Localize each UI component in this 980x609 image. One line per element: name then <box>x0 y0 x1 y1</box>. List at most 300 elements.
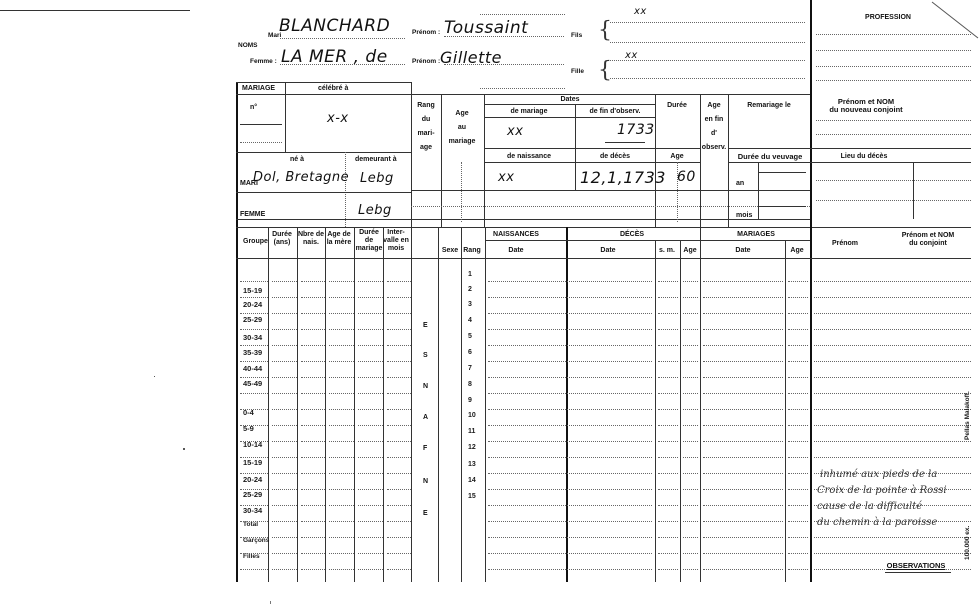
demeurant-label: demeurant à <box>355 156 397 163</box>
row-rule <box>683 521 698 522</box>
row-rule <box>788 393 808 394</box>
row-rule <box>301 361 325 362</box>
row-rule <box>358 377 383 378</box>
femme-label: Femme : <box>250 58 277 65</box>
row-rule <box>329 521 354 522</box>
row-rule <box>272 329 297 330</box>
row-rule <box>329 345 354 346</box>
mari-label: Mari <box>268 32 282 39</box>
row-rule <box>488 313 652 314</box>
enfants-letter-5: F <box>423 445 428 452</box>
row-rule <box>272 313 297 314</box>
rang-1: 1 <box>468 271 472 278</box>
naissances-header: NAISSANCES <box>493 231 539 238</box>
row-rule <box>301 409 325 410</box>
row-rule <box>272 425 297 426</box>
deces-header: DÉCÈS <box>619 231 645 238</box>
row-rule <box>658 473 678 474</box>
row-rule <box>358 393 383 394</box>
row-rule <box>788 505 808 506</box>
femme-prenom-label: Prénom : <box>412 58 441 65</box>
corner-fold-line <box>930 0 980 40</box>
row-rule <box>358 425 383 426</box>
row-rule <box>814 409 971 410</box>
row-rule <box>240 329 268 330</box>
row-rule <box>683 441 698 442</box>
row-rule <box>658 569 678 570</box>
row-rule <box>788 441 808 442</box>
row-rule <box>387 345 411 346</box>
rang-header: Rang <box>463 247 481 254</box>
row-rule <box>788 489 808 490</box>
row-rule <box>301 329 325 330</box>
row-rule <box>272 569 297 570</box>
row-rule <box>301 377 325 378</box>
row-rule <box>301 297 325 298</box>
row-rule <box>301 393 325 394</box>
observation-note-line1: inhumé aux pieds de la <box>820 469 938 480</box>
row-rule <box>683 297 698 298</box>
row-rule <box>683 281 698 282</box>
row-rule <box>240 553 268 554</box>
row-rule <box>272 537 297 538</box>
femme-residence: Lebg <box>358 203 392 218</box>
row-rule <box>358 409 383 410</box>
row-rule <box>788 569 808 570</box>
femme-firstname: Gillette <box>440 48 502 67</box>
age-deces-value: 60 <box>677 169 696 185</box>
row-rule <box>240 377 268 378</box>
row-rule <box>272 489 297 490</box>
row-rule <box>387 569 411 570</box>
row-rule <box>358 457 383 458</box>
row-rule <box>658 521 678 522</box>
row-rule <box>488 489 652 490</box>
age-fin-l1: Age <box>707 102 721 109</box>
row-rule <box>703 489 783 490</box>
row-rule <box>387 281 411 282</box>
age-mere-l2: la mère <box>326 239 352 246</box>
row-rule <box>329 361 354 362</box>
garcons-label: Garçons <box>243 537 270 544</box>
ne-a-label: né à <box>290 156 305 163</box>
row-rule <box>329 281 354 282</box>
duree-veuvage-label: Durée du veuvage <box>737 152 803 161</box>
rang-mariage-l2: du <box>421 116 431 123</box>
observation-note-line3: cause de la difficulté <box>817 501 923 512</box>
rang-7: 7 <box>468 365 472 372</box>
row-rule <box>703 537 783 538</box>
row-rule <box>272 457 297 458</box>
row-rule <box>301 553 325 554</box>
row-rule <box>358 345 383 346</box>
row-rule <box>301 457 325 458</box>
row-rule <box>703 505 783 506</box>
row-rule <box>301 313 325 314</box>
frame-right-column <box>810 0 812 582</box>
publisher-imprint: Pellas Malakoff. <box>964 391 971 440</box>
row-rule <box>703 393 783 394</box>
mois-label: mois <box>736 212 753 219</box>
row-rule <box>387 409 411 410</box>
row-rule <box>358 505 383 506</box>
conjoint-header-l1: Prénom et NOM <box>901 232 955 239</box>
rang-8: 8 <box>468 381 472 388</box>
row-rule <box>329 297 354 298</box>
row-rule <box>301 425 325 426</box>
numero-label: n° <box>250 104 258 111</box>
row-rule <box>658 313 678 314</box>
row-rule <box>683 569 698 570</box>
row-rule <box>683 489 698 490</box>
groupe-b-2: 5-9 <box>243 424 254 433</box>
row-rule <box>703 345 783 346</box>
dates-heading: Dates <box>560 96 580 103</box>
mari-surname: BLANCHARD <box>279 16 391 36</box>
row-rule <box>814 297 971 298</box>
row-rule <box>703 377 783 378</box>
row-rule <box>683 553 698 554</box>
rang-14: 14 <box>468 477 476 484</box>
groupe-b-6: 25-29 <box>243 490 263 499</box>
age-mariage-l3: mariage <box>448 138 476 145</box>
observation-note-line4: du chemin à la paroisse <box>817 517 938 528</box>
rang-12: 12 <box>468 444 476 451</box>
enfants-letter-4: A <box>423 414 429 421</box>
age-mere-l1: Age de <box>327 231 351 238</box>
row-rule <box>272 361 297 362</box>
sm-header: s. m. <box>659 247 675 254</box>
row-rule <box>488 409 652 410</box>
row-rule <box>703 409 783 410</box>
row-rule <box>683 345 698 346</box>
de-naissance-label: de naissance <box>507 153 551 160</box>
observation-note-line2: Croix de la pointe à Rossi <box>817 485 947 496</box>
de-mariage-label: de mariage <box>510 108 548 115</box>
row-rule <box>703 473 783 474</box>
rang-4: 4 <box>468 317 472 324</box>
row-rule <box>329 489 354 490</box>
profession-heading: PROFESSION <box>865 14 911 21</box>
groupe-a-4: 30-34 <box>243 333 263 342</box>
row-rule <box>683 537 698 538</box>
rang-mariage-l3: mari- <box>417 130 435 137</box>
row-rule <box>488 473 652 474</box>
naissances-date-header: Date <box>508 247 524 254</box>
row-rule <box>358 281 383 282</box>
row-rule <box>358 537 383 538</box>
row-rule <box>703 425 783 426</box>
row-rule <box>358 553 383 554</box>
row-rule <box>387 505 411 506</box>
row-rule <box>658 553 678 554</box>
row-rule <box>240 313 268 314</box>
mari-prenom-label: Prénom : <box>412 29 441 36</box>
row-rule <box>387 393 411 394</box>
row-rule <box>658 329 678 330</box>
rang-11: 11 <box>468 428 476 435</box>
an-label: an <box>736 180 745 187</box>
row-rule <box>658 345 678 346</box>
row-rule <box>329 409 354 410</box>
row-rule <box>387 361 411 362</box>
conjoint-header-l2: du conjoint <box>909 240 947 247</box>
row-rule <box>703 521 783 522</box>
row-rule <box>358 489 383 490</box>
row-rule <box>658 505 678 506</box>
date-naissance-value: xx <box>498 170 515 185</box>
row-rule <box>814 345 971 346</box>
row-rule <box>488 281 652 282</box>
row-rule <box>329 537 354 538</box>
row-rule <box>788 377 808 378</box>
date-mariage-value: xx <box>507 124 524 139</box>
de-fin-label: de fin d'observ. <box>589 108 641 115</box>
row-rule <box>272 473 297 474</box>
mari-firstname: Toussaint <box>444 18 529 38</box>
fille-mark: xx <box>625 50 638 61</box>
row-rule <box>788 329 808 330</box>
mariage-heading: MARIAGE <box>242 85 276 92</box>
duree-mariage-l1: Durée <box>359 229 379 236</box>
row-rule <box>788 313 808 314</box>
row-rule <box>240 361 268 362</box>
row-rule <box>488 297 652 298</box>
row-rule <box>703 297 783 298</box>
row-rule <box>488 361 652 362</box>
row-rule <box>683 473 698 474</box>
row-rule <box>272 553 297 554</box>
rang-mariage-l1: Rang <box>417 102 435 109</box>
scan-speck <box>183 448 185 450</box>
date-deces-value: 12,1,1733 <box>580 168 666 187</box>
row-rule <box>488 505 652 506</box>
row-rule <box>788 297 808 298</box>
row-rule <box>387 313 411 314</box>
row-rule <box>301 345 325 346</box>
row-rule <box>814 537 971 538</box>
row-rule <box>329 329 354 330</box>
row-rule <box>658 489 678 490</box>
scan-speck <box>154 376 155 377</box>
row-rule <box>358 313 383 314</box>
row-rule <box>788 361 808 362</box>
enfants-letter-6: N <box>423 478 429 485</box>
row-rule <box>703 361 783 362</box>
fin-observation-value: 1733 <box>617 122 655 138</box>
groupe-b-5: 20-24 <box>243 475 263 484</box>
row-rule <box>488 521 652 522</box>
row-rule <box>240 569 268 570</box>
nbre-nais-l1: Nbre de <box>297 231 325 238</box>
row-rule <box>240 425 268 426</box>
row-rule <box>387 457 411 458</box>
duree-ans-l1: Durée <box>272 231 292 238</box>
row-rule <box>240 345 268 346</box>
row-rule <box>272 505 297 506</box>
row-rule <box>488 425 652 426</box>
rang-13: 13 <box>468 461 476 468</box>
row-rule <box>387 441 411 442</box>
print-count: 100.000 ex. <box>964 525 971 560</box>
scan-speck <box>270 601 271 604</box>
age-label: Age <box>670 153 684 160</box>
row-rule <box>703 329 783 330</box>
row-rule <box>788 537 808 538</box>
row-rule <box>301 489 325 490</box>
rang-mariage-l4: age <box>419 144 433 151</box>
age-mariage-l1: Age <box>455 110 469 117</box>
row-rule <box>788 409 808 410</box>
enfants-letter-2: S <box>423 352 428 359</box>
row-rule <box>814 313 971 314</box>
row-rule <box>788 425 808 426</box>
row-rule <box>814 441 971 442</box>
row-rule <box>358 297 383 298</box>
row-rule <box>683 313 698 314</box>
row-rule <box>814 393 971 394</box>
row-rule <box>814 457 971 458</box>
row-rule <box>658 457 678 458</box>
row-rule <box>658 377 678 378</box>
rang-15: 15 <box>468 493 476 500</box>
deces-age-header: Age <box>683 247 697 254</box>
duree-mariage-l2: de <box>364 237 374 244</box>
row-rule <box>272 345 297 346</box>
frame-left-upper <box>236 82 238 227</box>
row-rule <box>387 489 411 490</box>
row-rule <box>301 281 325 282</box>
row-rule <box>488 441 652 442</box>
row-rule <box>301 521 325 522</box>
mariages-age-header: Age <box>790 247 804 254</box>
row-rule <box>658 393 678 394</box>
mariage-place-mark: x-x <box>327 111 349 126</box>
row-rule <box>301 537 325 538</box>
row-rule <box>788 553 808 554</box>
intervalle-l2: valle en <box>383 237 409 244</box>
row-rule <box>788 521 808 522</box>
row-rule <box>814 329 971 330</box>
age-fin-l4: observ. <box>701 144 727 151</box>
row-rule <box>329 505 354 506</box>
row-rule <box>240 409 268 410</box>
row-rule <box>272 441 297 442</box>
row-rule <box>488 569 652 570</box>
sexe-header: Sexe <box>441 247 459 254</box>
femme-row-label: FEMME <box>240 211 266 218</box>
duree-mariage-l3: mariage <box>355 245 383 252</box>
row-rule <box>387 329 411 330</box>
row-rule <box>240 473 268 474</box>
row-rule <box>658 409 678 410</box>
rang-9: 9 <box>468 397 472 404</box>
observations-heading: OBSERVATIONS <box>886 561 946 570</box>
row-rule <box>658 361 678 362</box>
rang-3: 3 <box>468 301 472 308</box>
row-rule <box>358 473 383 474</box>
row-rule <box>240 393 268 394</box>
intervalle-l3: mois <box>387 245 405 252</box>
lower-top-rule <box>236 227 971 228</box>
fils-label: Fils <box>571 32 583 39</box>
rang-10: 10 <box>468 412 476 419</box>
row-rule <box>387 473 411 474</box>
row-rule <box>329 313 354 314</box>
total-label: Total <box>243 521 259 528</box>
row-rule <box>658 297 678 298</box>
row-rule <box>658 537 678 538</box>
row-rule <box>240 521 268 522</box>
row-rule <box>488 537 652 538</box>
groupe-a-7: 45-49 <box>243 379 263 388</box>
row-rule <box>272 377 297 378</box>
row-rule <box>703 313 783 314</box>
groupe-b-1: 0-4 <box>243 408 254 417</box>
row-rule <box>814 361 971 362</box>
filles-label: Filles <box>243 553 260 560</box>
row-rule <box>488 345 652 346</box>
row-rule <box>683 393 698 394</box>
row-rule <box>488 553 652 554</box>
row-rule <box>329 441 354 442</box>
row-rule <box>683 329 698 330</box>
fils-brace: { <box>598 18 612 43</box>
remariage-label: Remariage le <box>747 102 791 109</box>
row-rule <box>301 569 325 570</box>
mariages-date-header: Date <box>735 247 751 254</box>
row-rule <box>240 281 268 282</box>
duree-label: Durée <box>667 102 687 109</box>
row-rule <box>387 297 411 298</box>
noms-label: NOMS <box>238 42 258 49</box>
row-rule <box>329 569 354 570</box>
fille-brace: { <box>598 58 612 83</box>
row-rule <box>703 281 783 282</box>
row-rule <box>658 441 678 442</box>
row-rule <box>240 505 268 506</box>
groupe-a-5: 35-39 <box>243 348 263 357</box>
fille-label: Fille <box>571 68 585 75</box>
left-edge-rule <box>0 10 190 11</box>
row-rule <box>240 457 268 458</box>
groupe-b-3: 10-14 <box>243 440 263 449</box>
age-fin-l2: en fin <box>704 116 724 123</box>
row-rule <box>703 569 783 570</box>
row-rule <box>329 473 354 474</box>
groupe-b-7: 30-34 <box>243 506 263 515</box>
row-rule <box>387 537 411 538</box>
de-deces-label: de décès <box>600 153 630 160</box>
row-rule <box>703 441 783 442</box>
groupe-a-1: 15-19 <box>243 286 263 295</box>
row-rule <box>488 329 652 330</box>
row-rule <box>358 361 383 362</box>
frame-left-lower <box>236 227 238 582</box>
row-rule <box>683 505 698 506</box>
row-rule <box>240 537 268 538</box>
row-rule <box>814 377 971 378</box>
row-rule <box>329 457 354 458</box>
mari-residence: Lebg <box>360 171 394 186</box>
age-mariage-l2: au <box>457 124 467 131</box>
duree-ans-l2: (ans) <box>273 239 291 246</box>
celebre-label: célébré à <box>318 85 349 92</box>
nbre-nais-l2: nais. <box>303 239 319 246</box>
row-rule <box>272 281 297 282</box>
nouveau-conjoint-l1: Prénom et NOM <box>837 97 895 106</box>
row-rule <box>240 297 268 298</box>
